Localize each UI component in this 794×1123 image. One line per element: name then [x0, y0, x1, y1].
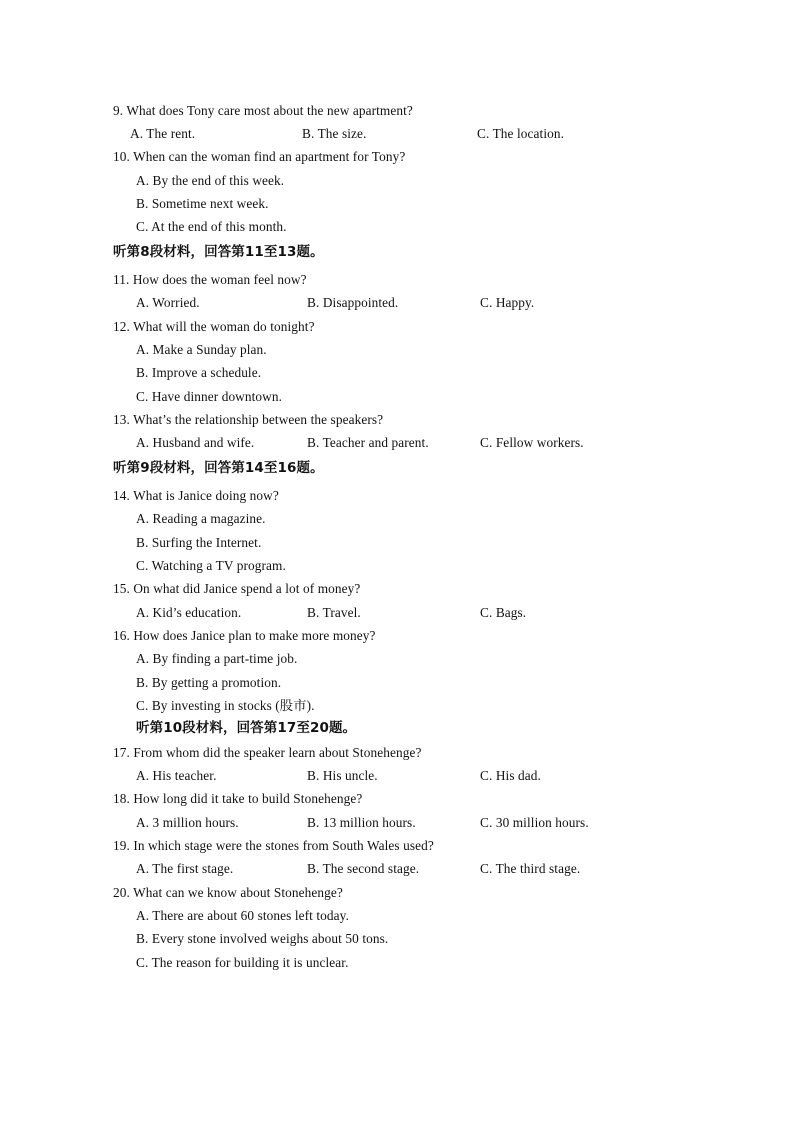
- q18-option-a: A. 3 million hours.: [136, 815, 239, 830]
- q13-option-a: A. Husband and wife.: [136, 435, 255, 450]
- question-20: 20. What can we know about Stonehenge?: [113, 885, 343, 900]
- q14-option-c: C. Watching a TV program.: [136, 558, 286, 573]
- question-18: 18. How long did it take to build Stonehenge?: [113, 791, 363, 806]
- question-15: 15. On what did Janice spend a lot of money?: [113, 581, 361, 596]
- q14-option-a: A. Reading a magazine.: [136, 511, 266, 526]
- section-heading-10: 听第10段材料，回答第17至20题。: [136, 720, 357, 736]
- q18-option-c: C. 30 million hours.: [480, 815, 589, 830]
- q14-option-b: B. Surfing the Internet.: [136, 535, 262, 550]
- question-11: 11. How does the woman feel now?: [113, 272, 307, 287]
- q9-option-a: A. The rent.: [130, 126, 196, 141]
- q17-option-b: B. His uncle.: [307, 768, 378, 783]
- q11-option-a: A. Worried.: [136, 295, 200, 310]
- q9-option-b: B. The size.: [302, 126, 367, 141]
- q20-option-a: A. There are about 60 stones left today.: [136, 908, 349, 923]
- q17-option-c: C. His dad.: [480, 768, 541, 783]
- question-14: 14. What is Janice doing now?: [113, 488, 279, 503]
- question-9: 9. What does Tony care most about the new apartment?: [113, 103, 413, 118]
- q20-option-b: B. Every stone involved weighs about 50 tons.: [136, 931, 389, 946]
- q10-option-a: A. By the end of this week.: [136, 173, 285, 188]
- q10-option-c: C. At the end of this month.: [136, 219, 287, 234]
- q16-option-a: A. By finding a part-time job.: [136, 651, 298, 666]
- q19-option-b: B. The second stage.: [307, 861, 420, 876]
- question-10: 10. When can the woman find an apartment for Tony?: [113, 149, 406, 164]
- q17-option-a: A. His teacher.: [136, 768, 217, 783]
- question-13: 13. What’s the relationship between the speakers?: [113, 412, 384, 427]
- q19-option-c: C. The third stage.: [480, 861, 581, 876]
- q11-option-b: B. Disappointed.: [307, 295, 399, 310]
- q12-option-a: A. Make a Sunday plan.: [136, 342, 267, 357]
- section-heading-9: 听第9段材料，回答第14至16题。: [113, 460, 324, 476]
- q10-option-b: B. Sometime next week.: [136, 196, 269, 211]
- q12-option-c: C. Have dinner downtown.: [136, 389, 283, 404]
- q15-option-b: B. Travel.: [307, 605, 361, 620]
- q18-option-b: B. 13 million hours.: [307, 815, 416, 830]
- q19-option-a: A. The first stage.: [136, 861, 234, 876]
- question-16: 16. How does Janice plan to make more money?: [113, 628, 376, 643]
- q9-option-c: C. The location.: [477, 126, 565, 141]
- q11-option-c: C. Happy.: [480, 295, 535, 310]
- q20-option-c: C. The reason for building it is unclear.: [136, 955, 349, 970]
- q13-option-c: C. Fellow workers.: [480, 435, 584, 450]
- section-heading-8: 听第8段材料，回答第11至13题。: [113, 244, 324, 260]
- question-17: 17. From whom did the speaker learn about Stonehenge?: [113, 745, 422, 760]
- q16-option-c: C. By investing in stocks (股市).: [136, 698, 315, 713]
- q13-option-b: B. Teacher and parent.: [307, 435, 429, 450]
- q15-option-c: C. Bags.: [480, 605, 527, 620]
- question-19: 19. In which stage were the stones from South Wales used?: [113, 838, 434, 853]
- q12-option-b: B. Improve a schedule.: [136, 365, 262, 380]
- q16-option-b: B. By getting a promotion.: [136, 675, 282, 690]
- q15-option-a: A. Kid’s education.: [136, 605, 242, 620]
- question-12: 12. What will the woman do tonight?: [113, 319, 315, 334]
